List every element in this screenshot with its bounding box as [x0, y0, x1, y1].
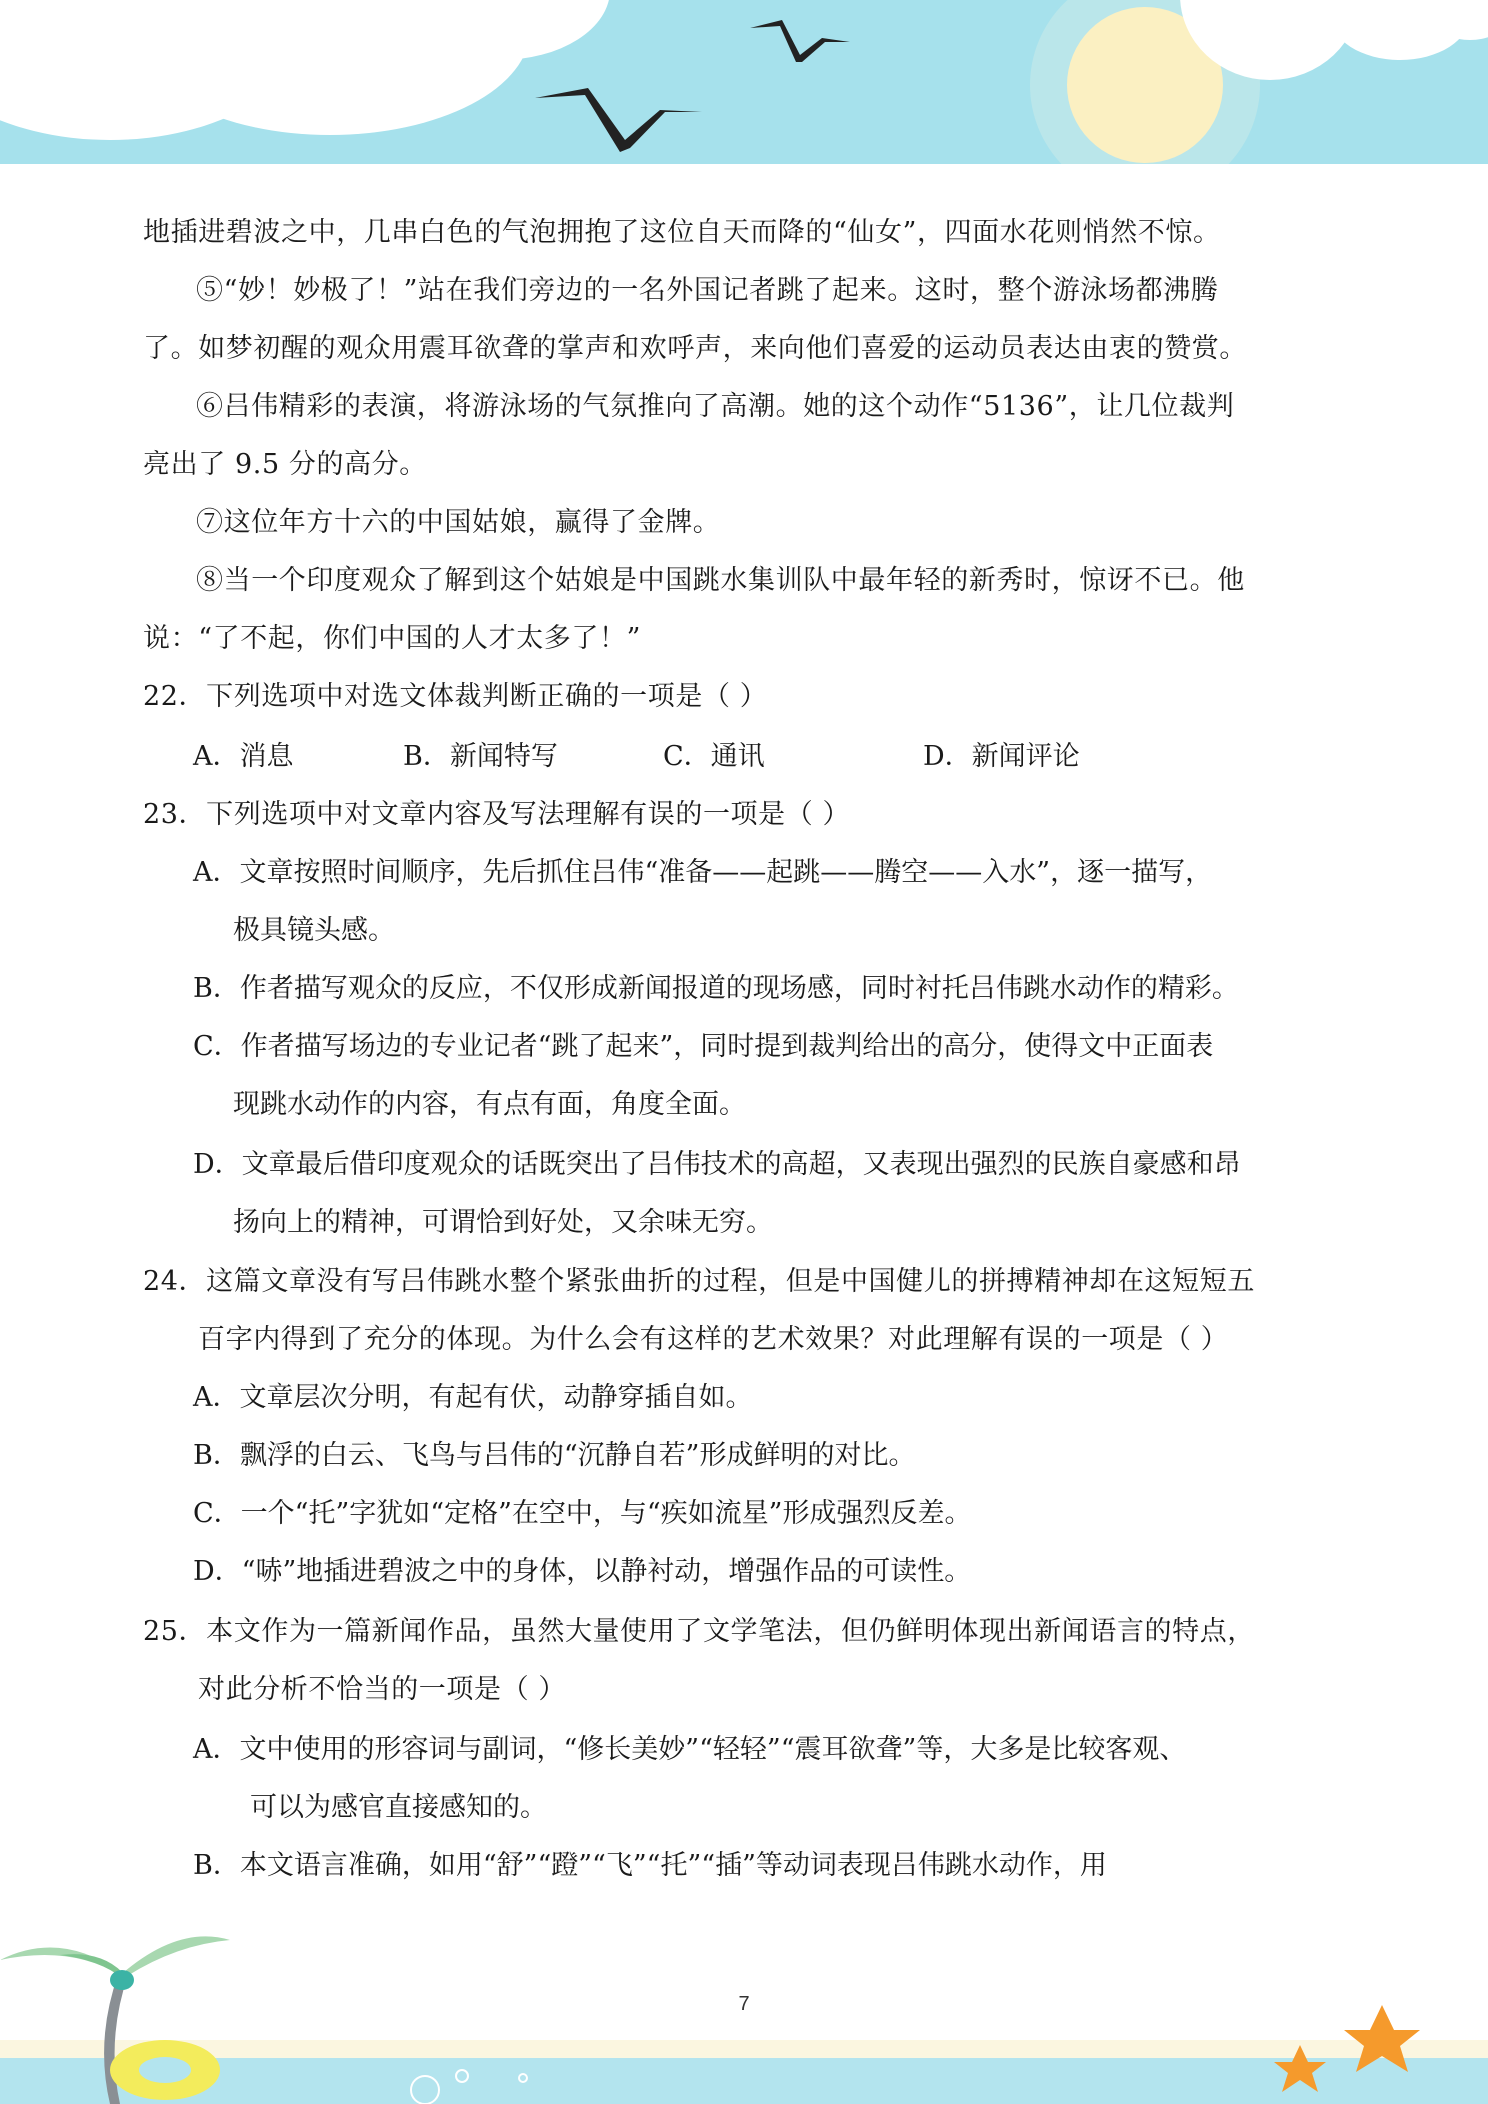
- question-22-option-a: A．消息: [193, 741, 294, 772]
- swim-ring-icon: [110, 2040, 220, 2100]
- passage-line: 地插进碧波之中，几串白色的气泡拥抱了这位自天而降的“仙女”，四面水花则悄然不惊。: [143, 217, 1221, 248]
- question-23-option-c-cont: 现跳水动作的内容，有点有面，角度全面。: [233, 1089, 746, 1120]
- page-number: 7: [738, 1993, 750, 2015]
- question-22-option-b: B．新闻特写: [403, 741, 558, 772]
- question-25-stem: 25．本文作为一篇新闻作品，虽然大量使用了文学笔法，但仍鲜明体现出新闻语言的特点，: [143, 1616, 1255, 1647]
- question-23-option-b: B．作者描写观众的反应，不仅形成新闻报道的现场感，同时衬托吕伟跳水动作的精彩。: [193, 973, 1239, 1004]
- question-23-stem: 23．下列选项中对文章内容及写法理解有误的一项是（ ）: [143, 799, 851, 830]
- question-25-option-b: B．本文语言准确，如用“舒”“蹬”“飞”“托”“插”等动词表现吕伟跳水动作，用: [193, 1850, 1107, 1881]
- passage-line: 了。如梦初醒的观众用震耳欲聋的掌声和欢呼声，来向他们喜爱的运动员表达由衷的赞赏。: [143, 333, 1247, 364]
- question-25-option-a-cont: 可以为感官直接感知的。: [250, 1792, 547, 1823]
- question-24-option-d: D．“哧”地插进碧波之中的身体，以静衬动，增强作品的可读性。: [193, 1556, 972, 1587]
- question-25-stem-cont: 对此分析不恰当的一项是（ ）: [198, 1674, 566, 1705]
- passage-line: 亮出了 9.5 分的高分。: [143, 449, 427, 480]
- question-24-option-a: A．文章层次分明，有起有伏，动静穿插自如。: [193, 1382, 753, 1413]
- passage-line: 说：“了不起，你们中国的人才太多了！”: [143, 623, 642, 654]
- passage-paragraph-7: ⑦这位年方十六的中国姑娘，赢得了金牌。: [196, 507, 721, 538]
- passage-paragraph-5: ⑤“妙！妙极了！”站在我们旁边的一名外国记者跳了起来。这时，整个游泳场都沸腾: [196, 275, 1219, 306]
- question-23-option-a-cont: 极具镜头感。: [233, 915, 395, 946]
- question-22-option-d: D．新闻评论: [923, 741, 1080, 772]
- question-22-option-c: C．通讯: [663, 741, 765, 772]
- passage-paragraph-8: ⑧当一个印度观众了解到这个姑娘是中国跳水集训队中最年轻的新秀时，惊讶不已。他: [196, 565, 1245, 596]
- question-23-option-d-cont: 扬向上的精神，可谓恰到好处，又余味无穷。: [233, 1207, 773, 1238]
- question-23-option-d: D．文章最后借印度观众的话既突出了吕伟技术的高超，又表现出强烈的民族自豪感和昂: [193, 1149, 1241, 1180]
- question-24-stem-cont: 百字内得到了充分的体现。为什么会有这样的艺术效果？对此理解有误的一项是（ ）: [198, 1324, 1229, 1355]
- question-24-option-b: B．飘浮的白云、飞鸟与吕伟的“沉静自若”形成鲜明的对比。: [193, 1440, 916, 1471]
- question-23-option-c: C．作者描写场边的专业记者“跳了起来”，同时提到裁判给出的高分，使得文中正面表: [193, 1031, 1214, 1062]
- question-25-option-a: A．文中使用的形容词与副词，“修长美妙”“轻轻”“震耳欲聋”等，大多是比较客观、: [193, 1734, 1187, 1765]
- passage-paragraph-6: ⑥吕伟精彩的表演，将游泳场的气氛推向了高潮。她的这个动作“5136”，让几位裁判: [196, 391, 1235, 422]
- question-24-option-c: C．一个“托”字犹如“定格”在空中，与“疾如流星”形成强烈反差。: [193, 1498, 972, 1529]
- question-23-option-a: A．文章按照时间顺序，先后抓住吕伟“准备——起跳——腾空——入水”，逐一描写，: [193, 857, 1213, 888]
- sand-strip: [0, 2040, 1488, 2060]
- sea-strip: [0, 2058, 1488, 2104]
- question-22-stem: 22．下列选项中对选文体裁判断正确的一项是（ ）: [143, 681, 768, 712]
- question-24-stem: 24．这篇文章没有写吕伟跳水整个紧张曲折的过程，但是中国健儿的拼搏精神却在这短短五: [143, 1266, 1255, 1297]
